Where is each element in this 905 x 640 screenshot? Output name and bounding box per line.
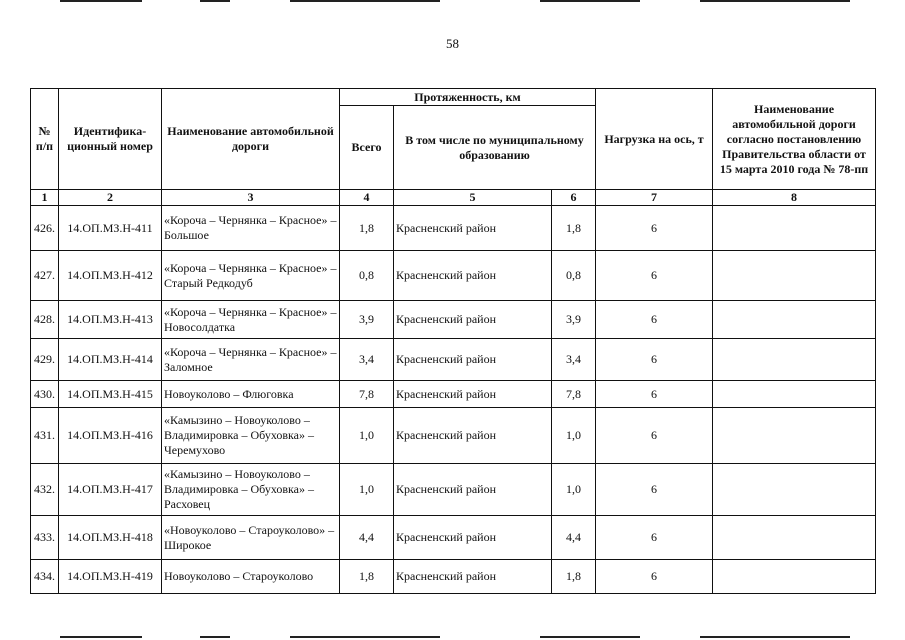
table-row <box>31 560 876 594</box>
cell-id: 14.ОП.МЗ.Н-415 <box>59 381 162 408</box>
bottom-edge-rule <box>200 636 230 638</box>
cell-municipal-length: 1,8 <box>552 560 596 594</box>
header-total: Всего <box>340 106 394 190</box>
cell-municipality: Красненский район <box>394 251 552 301</box>
cell-num: 431. <box>31 408 59 464</box>
page-number: 58 <box>446 36 459 51</box>
cell-id: 14.ОП.МЗ.Н-411 <box>59 206 162 251</box>
cell-id: 14.ОП.МЗ.Н-413 <box>59 301 162 339</box>
cell-total-length: 1,0 <box>340 464 394 516</box>
cell-axle-load: 6 <box>596 560 713 594</box>
cell-municipal-length: 1,8 <box>552 206 596 251</box>
table-row <box>31 464 876 516</box>
cell-road-name: «Короча – Чернянка – Красное» – Заломное <box>162 339 340 381</box>
cell-total-length: 7,8 <box>340 381 394 408</box>
bottom-edge-rule <box>60 636 142 638</box>
table-row <box>31 206 876 251</box>
cell-municipal-length: 3,4 <box>552 339 596 381</box>
cell-id: 14.ОП.МЗ.Н-418 <box>59 516 162 560</box>
cell-municipal-length: 3,9 <box>552 301 596 339</box>
cell-id: 14.ОП.МЗ.Н-419 <box>59 560 162 594</box>
top-edge-rule <box>540 0 640 2</box>
cell-decree-name <box>713 251 876 301</box>
cell-num: 429. <box>31 339 59 381</box>
cell-num: 430. <box>31 381 59 408</box>
roads-table <box>30 88 876 594</box>
cell-municipality: Красненский район <box>394 206 552 251</box>
cell-id: 14.ОП.МЗ.Н-414 <box>59 339 162 381</box>
bottom-edge-rule <box>290 636 440 638</box>
header-road-name: Наименование автомобильной дороги <box>162 89 340 190</box>
cell-road-name: «Камызино – Новоуколово – Владимировка – Обуховка» – Расховец <box>162 464 340 516</box>
cell-municipality: Красненский район <box>394 381 552 408</box>
cell-num: 432. <box>31 464 59 516</box>
cell-total-length: 0,8 <box>340 251 394 301</box>
cell-road-name: «Короча – Чернянка – Красное» – Старый Редкодуб <box>162 251 340 301</box>
top-edge-rule <box>60 0 142 2</box>
cell-road-name: Новоуколово – Флюговка <box>162 381 340 408</box>
cell-municipal-length: 1,0 <box>552 464 596 516</box>
table-row <box>31 339 876 381</box>
column-numbers-row <box>31 190 876 206</box>
cell-road-name: «Новоуколово – Староуколово» – Широкое <box>162 516 340 560</box>
header-axle-load: Нагрузка на ось, т <box>596 89 713 190</box>
cell-road-name: «Камызино – Новоуколово – Владимировка – Обуховка» – Черемухово <box>162 408 340 464</box>
cell-axle-load: 6 <box>596 464 713 516</box>
cell-num: 433. <box>31 516 59 560</box>
cell-axle-load: 6 <box>596 206 713 251</box>
header-including: В том числе по муниципальному образованию <box>394 106 596 190</box>
column-number: 4 <box>340 190 394 206</box>
cell-decree-name <box>713 516 876 560</box>
cell-axle-load: 6 <box>596 516 713 560</box>
cell-municipal-length: 1,0 <box>552 408 596 464</box>
cell-id: 14.ОП.МЗ.Н-412 <box>59 251 162 301</box>
header-id: Идентифика-ционный номер <box>59 89 162 190</box>
cell-municipality: Красненский район <box>394 560 552 594</box>
cell-road-name: «Короча – Чернянка – Красное» – Новосолдатка <box>162 301 340 339</box>
cell-total-length: 1,0 <box>340 408 394 464</box>
cell-id: 14.ОП.МЗ.Н-417 <box>59 464 162 516</box>
column-number: 5 <box>394 190 552 206</box>
header-length-group: Протяженность, км <box>340 89 596 106</box>
cell-municipal-length: 4,4 <box>552 516 596 560</box>
cell-num: 434. <box>31 560 59 594</box>
column-number: 6 <box>552 190 596 206</box>
cell-axle-load: 6 <box>596 381 713 408</box>
top-edge-rule <box>290 0 440 2</box>
cell-total-length: 4,4 <box>340 516 394 560</box>
cell-municipality: Красненский район <box>394 339 552 381</box>
column-number: 3 <box>162 190 340 206</box>
column-number: 8 <box>713 190 876 206</box>
cell-total-length: 3,9 <box>340 301 394 339</box>
header-decree-name: Наименование автомобильной дороги согласно постановлению Правительства области от 15 марта 2010 года № 78-пп <box>713 89 876 190</box>
cell-road-name: «Короча – Чернянка – Красное» – Большое <box>162 206 340 251</box>
cell-axle-load: 6 <box>596 301 713 339</box>
table-row <box>31 251 876 301</box>
cell-municipality: Красненский район <box>394 408 552 464</box>
top-edge-rule <box>700 0 850 2</box>
cell-municipality: Красненский район <box>394 516 552 560</box>
cell-decree-name <box>713 464 876 516</box>
cell-num: 427. <box>31 251 59 301</box>
cell-total-length: 1,8 <box>340 206 394 251</box>
cell-decree-name <box>713 381 876 408</box>
cell-municipality: Красненский район <box>394 464 552 516</box>
table-row <box>31 381 876 408</box>
bottom-edge-rule <box>540 636 640 638</box>
header-num: № п/п <box>31 89 59 190</box>
cell-decree-name <box>713 408 876 464</box>
cell-municipal-length: 0,8 <box>552 251 596 301</box>
cell-axle-load: 6 <box>596 339 713 381</box>
cell-road-name: Новоуколово – Староуколово <box>162 560 340 594</box>
cell-decree-name <box>713 206 876 251</box>
cell-axle-load: 6 <box>596 251 713 301</box>
cell-num: 428. <box>31 301 59 339</box>
cell-num: 426. <box>31 206 59 251</box>
cell-total-length: 3,4 <box>340 339 394 381</box>
header-row <box>31 89 876 106</box>
table-row <box>31 408 876 464</box>
cell-axle-load: 6 <box>596 408 713 464</box>
column-number: 1 <box>31 190 59 206</box>
column-number: 7 <box>596 190 713 206</box>
cell-decree-name <box>713 339 876 381</box>
cell-municipality: Красненский район <box>394 301 552 339</box>
bottom-edge-rule <box>700 636 850 638</box>
table-row <box>31 301 876 339</box>
top-edge-rule <box>200 0 230 2</box>
cell-id: 14.ОП.МЗ.Н-416 <box>59 408 162 464</box>
cell-municipal-length: 7,8 <box>552 381 596 408</box>
table-row <box>31 516 876 560</box>
cell-decree-name <box>713 560 876 594</box>
cell-decree-name <box>713 301 876 339</box>
cell-total-length: 1,8 <box>340 560 394 594</box>
column-number: 2 <box>59 190 162 206</box>
